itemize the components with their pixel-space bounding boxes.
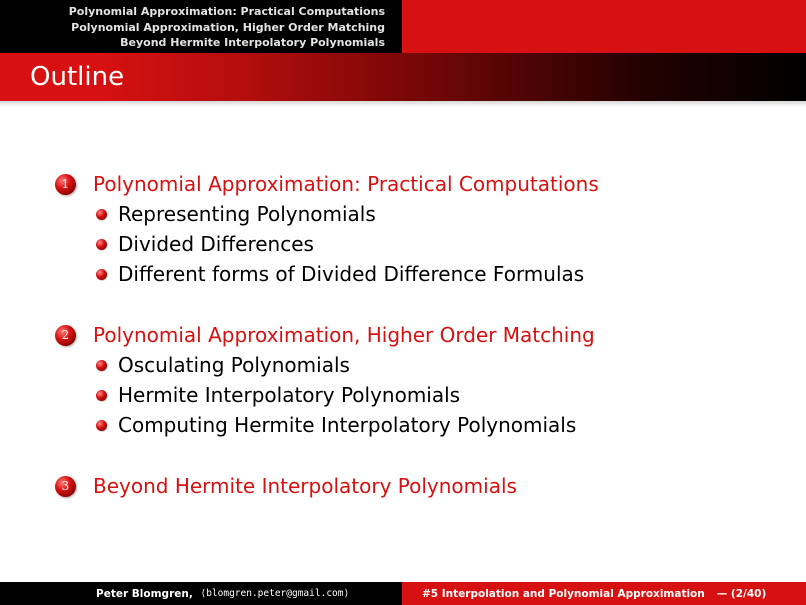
- footer-email: ⟨blomgren.peter@gmail.com⟩: [200, 588, 350, 599]
- toc-section-1[interactable]: [55, 170, 599, 198]
- toc-subsection-1-3[interactable]: [96, 260, 584, 288]
- footer-author: Peter Blomgren,: [96, 587, 193, 600]
- toc-subsection-2-1[interactable]: [96, 351, 350, 379]
- toc-subsection-label: Osculating Polynomials: [118, 353, 350, 377]
- bullet-ball-icon: [96, 390, 107, 401]
- toc-subsection-label: Representing Polynomials: [118, 202, 376, 226]
- bullet-ball-icon: [96, 420, 107, 431]
- toc-section-2[interactable]: [55, 321, 595, 349]
- title-bar-shadow: [0, 101, 806, 107]
- toc-section-2-title: Polynomial Approximation, Higher Order Matching: [93, 323, 595, 347]
- toc-subsection-2-2[interactable]: [96, 381, 460, 409]
- bullet-ball-icon: [96, 269, 107, 280]
- header-red-panel: [402, 0, 806, 53]
- toc-section-3[interactable]: [55, 472, 517, 500]
- toc-subsection-label: Different forms of Divided Difference Formulas: [118, 262, 585, 286]
- frame-title-bar: [0, 53, 806, 101]
- toc-subsection-1-1[interactable]: [96, 200, 376, 228]
- section-number-ball-icon: 1: [55, 174, 76, 195]
- bullet-ball-icon: [96, 239, 107, 250]
- bullet-ball-icon: [96, 209, 107, 220]
- footer-title-panel: [402, 582, 806, 605]
- footer-talk-title: #5 Interpolation and Polynomial Approximation: [422, 587, 705, 600]
- toc-subsection-label: Computing Hermite Interpolatory Polynomials: [118, 413, 577, 437]
- toc-subsection-label: Divided Differences: [118, 232, 314, 256]
- toc-subsection-1-2[interactable]: [96, 230, 314, 258]
- nav-link-section-1[interactable]: Polynomial Approximation: Practical Computations: [68, 5, 385, 18]
- section-navigation: [0, 0, 402, 53]
- bullet-ball-icon: [96, 360, 107, 371]
- footer: [0, 582, 806, 605]
- frame-title: Outline: [30, 62, 125, 92]
- section-number-ball-icon: 3: [55, 476, 76, 497]
- footer-author-panel: [0, 582, 402, 605]
- nav-link-section-2[interactable]: Polynomial Approximation, Higher Order Matching: [71, 20, 385, 34]
- toc-subsection-2-3[interactable]: [96, 411, 576, 439]
- toc-section-3-title: Beyond Hermite Interpolatory Polynomials: [93, 474, 517, 498]
- toc-subsection-label: Hermite Interpolatory Polynomials: [118, 383, 461, 407]
- toc-section-1-title: Polynomial Approximation: Practical Computations: [93, 172, 599, 196]
- section-number-ball-icon: 2: [55, 325, 76, 346]
- nav-link-section-3[interactable]: Beyond Hermite Interpolatory Polynomials: [120, 36, 385, 49]
- footer-separator: [193, 588, 197, 600]
- header-navigation: [0, 0, 806, 53]
- footer-page-number: — (2/40): [716, 587, 767, 600]
